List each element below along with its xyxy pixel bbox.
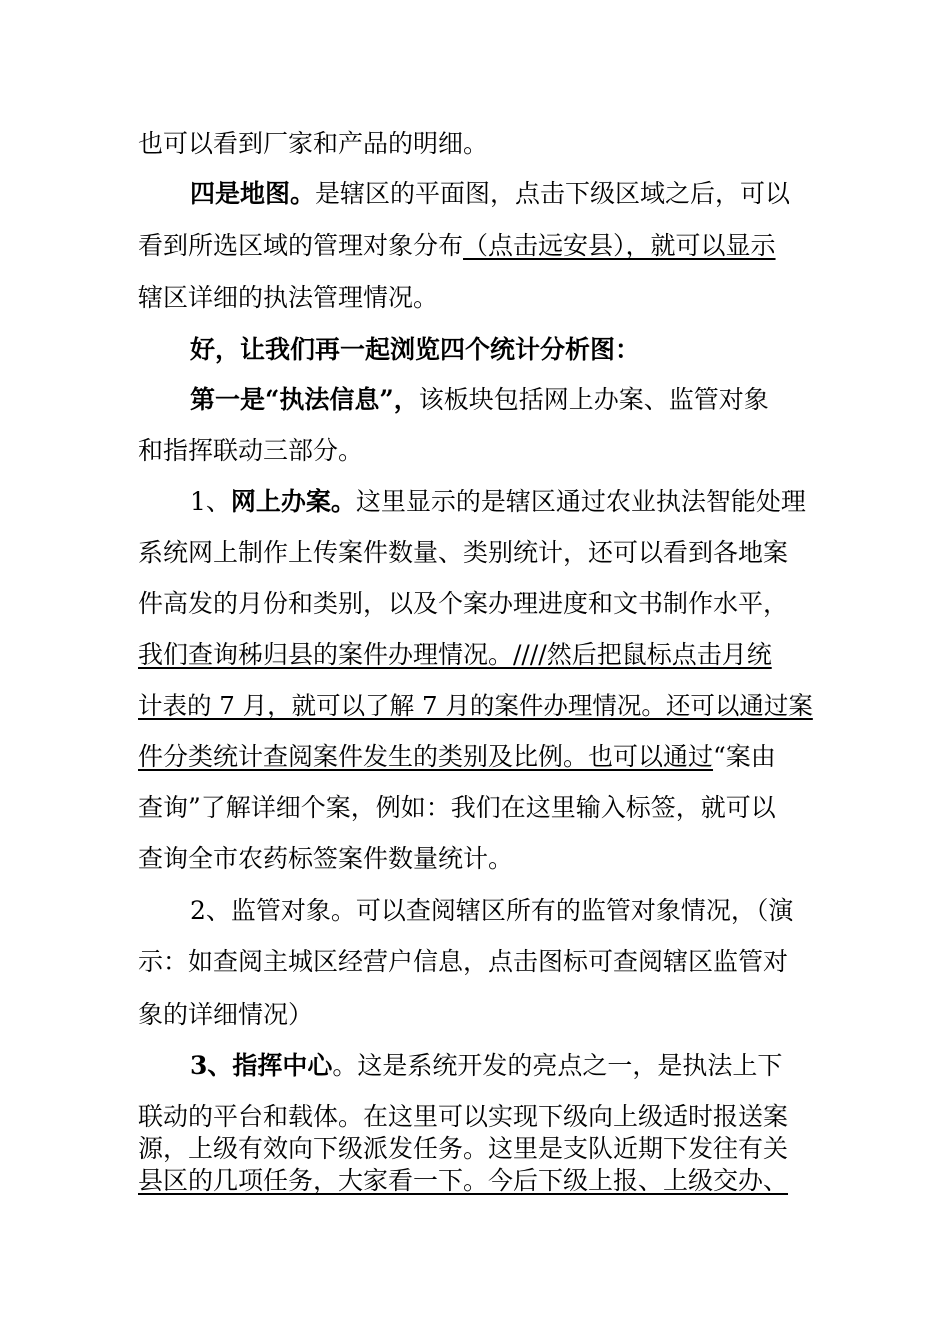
text-line-4: 辖区详细的执法管理情况。 [138, 283, 439, 312]
text-line-13: 件分类统计查阅案件发生的类别及比例。也可以通过“案由 [138, 742, 776, 771]
section-intro: 好，让我们再一起浏览四个统计分析图： [190, 335, 641, 364]
text-line-12: 计表的 7 月，就可以了解 7 月的案件办理情况。还可以通过案 [138, 691, 813, 720]
text-line-17: 示：如查阅主城区经营户信息，点击图标可查阅辖区监管对 [138, 947, 789, 976]
text-line-2: 四是地图。是辖区的平面图，点击下级区域之后，可以 [190, 179, 791, 208]
text-line-10: 件高发的月份和类别，以及个案办理进度和文书制作水平， [138, 589, 789, 618]
text-line-18: 象的详细情况） [138, 1000, 314, 1029]
heading-law-enforcement-info: 第一是“执法信息”， [190, 385, 419, 414]
text-line-8: 1、网上办案。这里显示的是辖区通过农业执法智能处理 [190, 487, 806, 516]
text-line-7: 和指挥联动三部分。 [138, 436, 364, 465]
text-line-21: 源，上级有效向下级派发任务。这里是支队近期下发往有关 [138, 1134, 789, 1163]
text-line-1: 也可以看到厂家和产品的明细。 [138, 129, 489, 158]
text-line-3: 看到所选区域的管理对象分布（点击远安县），就可以显示 [138, 231, 776, 260]
text-line-19: 3、指挥中心。这是系统开发的亮点之一，是执法上下 [190, 1051, 783, 1080]
text-line-14: 查询”了解详细个案，例如：我们在这里输入标签，就可以 [138, 793, 776, 822]
text-line-9: 系统网上制作上传案件数量、类别统计，还可以看到各地案 [138, 538, 789, 567]
heading-command-center: 3、指挥中心 [190, 1051, 333, 1080]
text-line-5 [190, 332, 640, 368]
text-line-15: 查询全市农药标签案件数量统计。 [138, 844, 514, 873]
text-line-11: 我们查询秭归县的案件办理情况。////然后把鼠标点击月统 [138, 640, 772, 669]
heading-map: 四是地图。 [190, 179, 316, 208]
text-line-16: 2、监管对象。可以查阅辖区所有的监管对象情况，（演 [190, 896, 794, 925]
text-line-22: 县区的几项任务，大家看一下。今后下级上报、上级交办、 [138, 1166, 789, 1195]
text-line-6: 第一是“执法信息”，该板块包括网上办案、监管对象 [190, 385, 769, 414]
text-line-20: 联动的平台和载体。在这里可以实现下级向上级适时报送案 [138, 1102, 789, 1131]
underlined-note: （点击远安县），就可以显示 [463, 231, 776, 260]
heading-online-cases: 网上办案。 [230, 487, 356, 516]
